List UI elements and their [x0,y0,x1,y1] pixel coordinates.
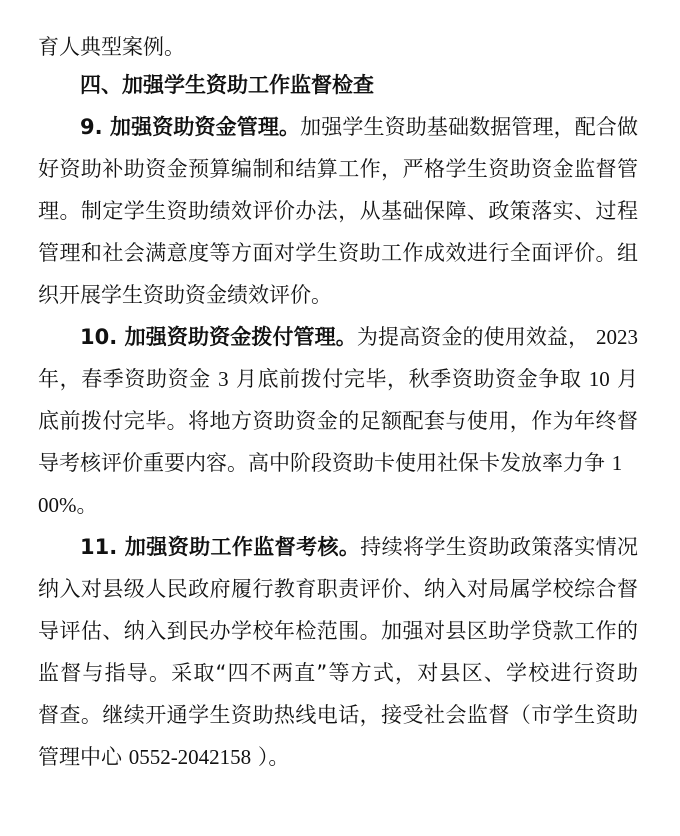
item-10-month-spring: 3 [218,367,229,391]
item-10-text-1: 为提高资金的使用效益， [356,325,590,349]
item-10-text-2c: 月 [617,367,638,391]
item-10-line-1 [80,316,638,358]
item-10-month-autumn: 10 [588,367,610,391]
item-10-line-3 [38,400,638,442]
item-11-text-4: 监督与指导。采取“四不两直”等方式，对县区、学校进行资助 [38,661,638,685]
item-9-line-4 [38,232,638,274]
item-10-lead: 10. 加强资助资金拨付管理。 [80,325,357,349]
item-11-line-4 [38,652,638,694]
item-11-text-6: 管理中心 [38,745,122,769]
item-11-text-1: 持续将学生资助政策落实情况 [360,535,639,559]
item-10-year: 2023 [596,325,638,349]
item-9-line-2 [38,148,638,190]
item-11-line-5 [38,694,638,736]
continuation-text: 育人典型案例。 [38,35,185,59]
item-11-lead: 11. 加强资助工作监督考核。 [80,535,361,559]
item-9-line-5 [38,274,638,316]
item-9-text-1: 加强学生资助基础数据管理，配合做 [300,115,638,139]
item-9-lead: 9. 加强资助资金管理。 [80,115,301,139]
item-10-text-2a: 年，春季资助资金 [38,367,211,391]
item-9-text-4: 管理和社会满意度等方面对学生资助工作成效进行全面评价。组 [38,241,638,265]
item-11-line-2 [38,568,638,610]
item-10-rate-part1: 1 [611,451,623,475]
item-10-text-3: 底前拨付完毕。将地方资助资金的足额配套与使用，作为年终督 [38,409,638,433]
item-10-line-4 [38,442,638,484]
section-heading [80,64,640,106]
item-10-text-2b: 月底前拨付完毕，秋季资助资金争取 [235,367,582,391]
item-10-line-2 [38,358,638,400]
item-10-text-4: 导考核评价重要内容。高中阶段资助卡使用社保卡发放率力争 [38,451,605,475]
section-heading-text: 四、加强学生资助工作监督检查 [80,73,374,97]
item-9-text-5: 织开展学生资助资金绩效评价。 [38,283,332,307]
item-10-text-5: 。 [76,493,98,517]
item-11-text-6-end: ）。 [257,745,290,769]
item-11-line-6 [38,736,638,778]
item-11-phone: 0552-2042158 [128,745,252,769]
item-11-text-3: 导评估、纳入到民办学校年检范围。加强对县区助学贷款工作的 [38,619,638,643]
item-11-line-1 [80,526,638,568]
item-11-text-5: 督查。继续开通学生资助热线电话，接受社会监督（市学生资助 [38,703,638,727]
item-9-line-1 [80,106,638,148]
item-10-rate-part2: 00% [38,493,77,517]
continuation-line [38,26,638,68]
item-10-line-5 [38,484,638,526]
item-9-line-3 [38,190,638,232]
item-11-text-2: 纳入对县级人民政府履行教育职责评价、纳入对局属学校综合督 [38,577,638,601]
item-11-line-3 [38,610,638,652]
item-9-text-2: 好资助补助资金预算编制和结算工作，严格学生资助资金监督管 [38,157,638,181]
item-9-text-3: 理。制定学生资助绩效评价办法，从基础保障、政策落实、过程 [38,199,638,223]
